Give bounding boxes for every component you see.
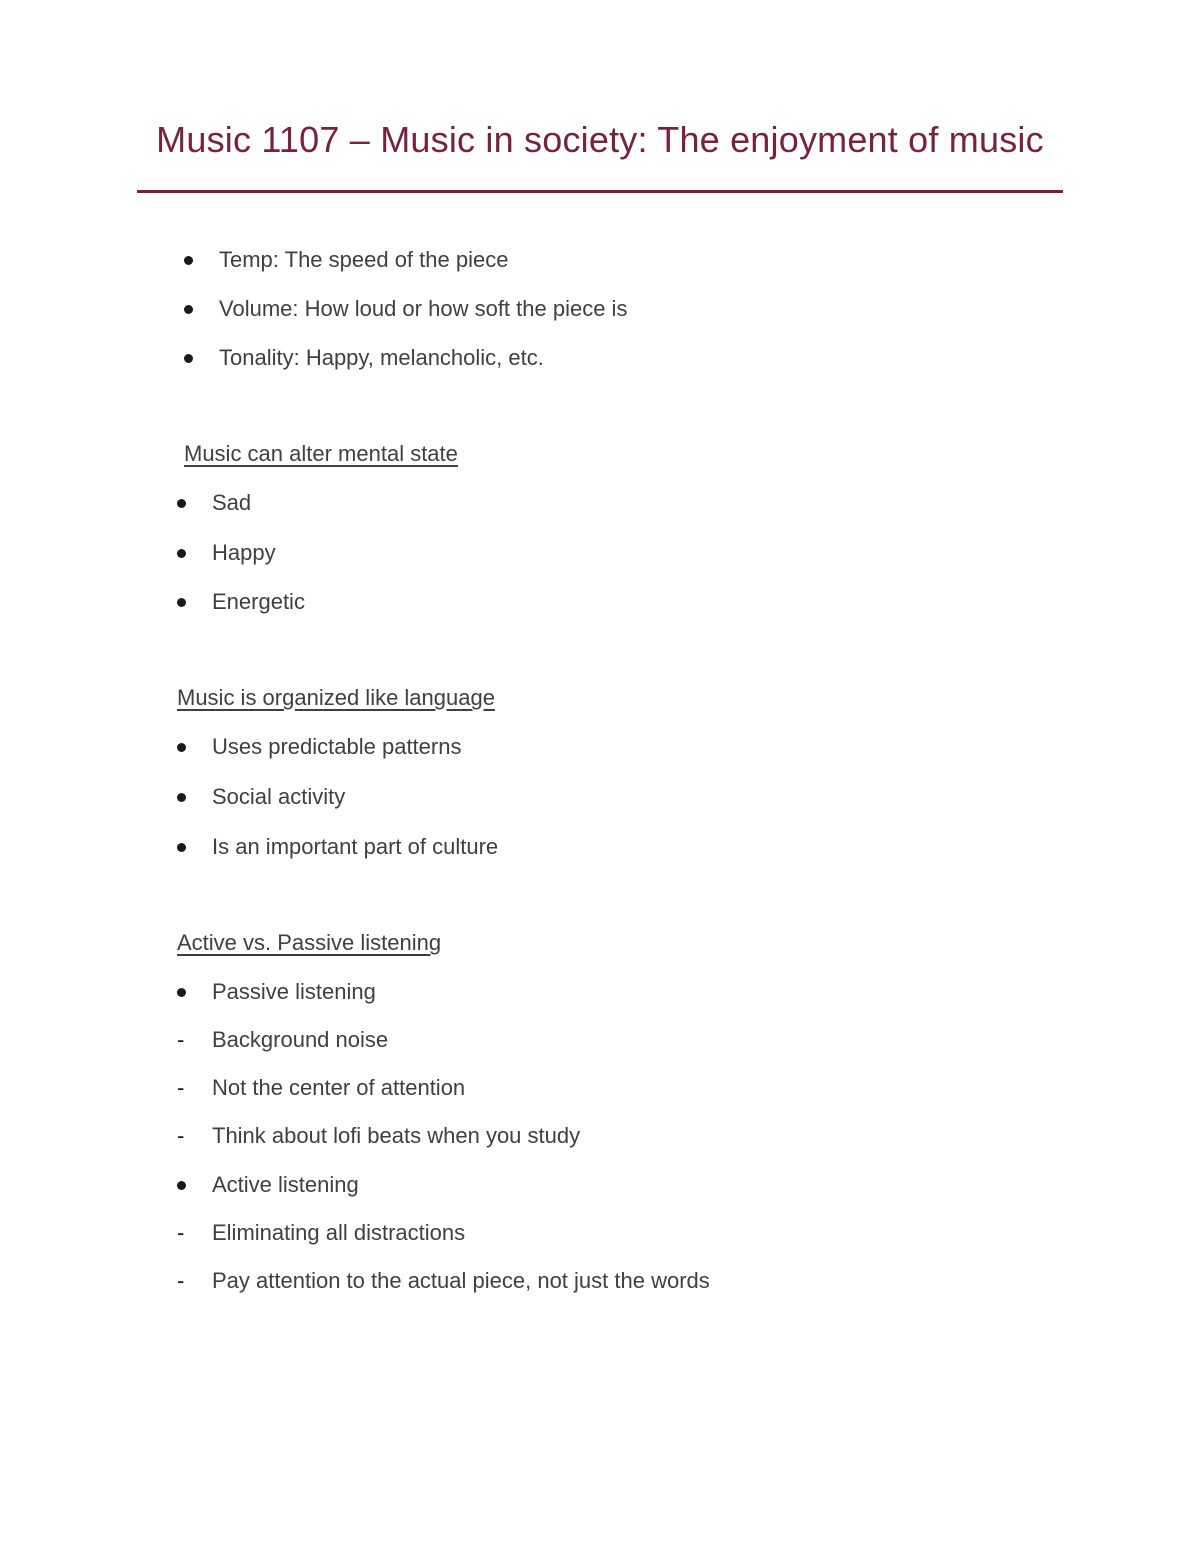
- dash-icon: -: [177, 1123, 185, 1148]
- section-heading: Active vs. Passive listening: [177, 930, 442, 955]
- bullet-icon: [177, 843, 186, 852]
- list-item: Uses predictable patterns: [212, 734, 462, 759]
- bullet-icon: [177, 598, 186, 607]
- section-heading: Music is organized like language: [177, 685, 495, 710]
- bullet-icon: [177, 743, 186, 752]
- bullet-icon: [184, 354, 193, 363]
- list-item: Eliminating all distractions: [212, 1220, 466, 1245]
- dash-icon: -: [177, 1268, 185, 1293]
- list-item: Pay attention to the actual piece, not just the words: [212, 1268, 710, 1293]
- dash-icon: -: [177, 1220, 185, 1245]
- list-item: Sad: [212, 490, 252, 515]
- list-item: Social activity: [212, 784, 346, 809]
- bullet-icon: [177, 1181, 186, 1190]
- list-item: Is an important part of culture: [212, 834, 499, 859]
- list-item: Volume: How loud or how soft the piece is: [219, 296, 628, 321]
- bullet-icon: [177, 793, 186, 802]
- list-item: Not the center of attention: [212, 1075, 466, 1100]
- title-divider: [137, 190, 1063, 193]
- bullet-icon: [184, 256, 193, 265]
- list-item: Temp: The speed of the piece: [219, 247, 509, 272]
- bullet-icon: [177, 988, 186, 997]
- list-item: Tonality: Happy, melancholic, etc.: [219, 345, 544, 370]
- dash-icon: -: [177, 1027, 185, 1052]
- section-heading: Music can alter mental state: [184, 441, 458, 466]
- bullet-icon: [177, 499, 186, 508]
- page-title: Music 1107 – Music in society: The enjoyment of music: [156, 119, 1044, 160]
- bullet-icon: [177, 549, 186, 558]
- dash-icon: -: [177, 1075, 185, 1100]
- list-item: Background noise: [212, 1027, 389, 1052]
- list-item: Think about lofi beats when you study: [212, 1123, 581, 1148]
- list-item: Passive listening: [212, 979, 376, 1004]
- list-item: Energetic: [212, 589, 305, 614]
- list-item: Active listening: [212, 1172, 359, 1197]
- bullet-icon: [184, 305, 193, 314]
- list-item: Happy: [212, 540, 276, 565]
